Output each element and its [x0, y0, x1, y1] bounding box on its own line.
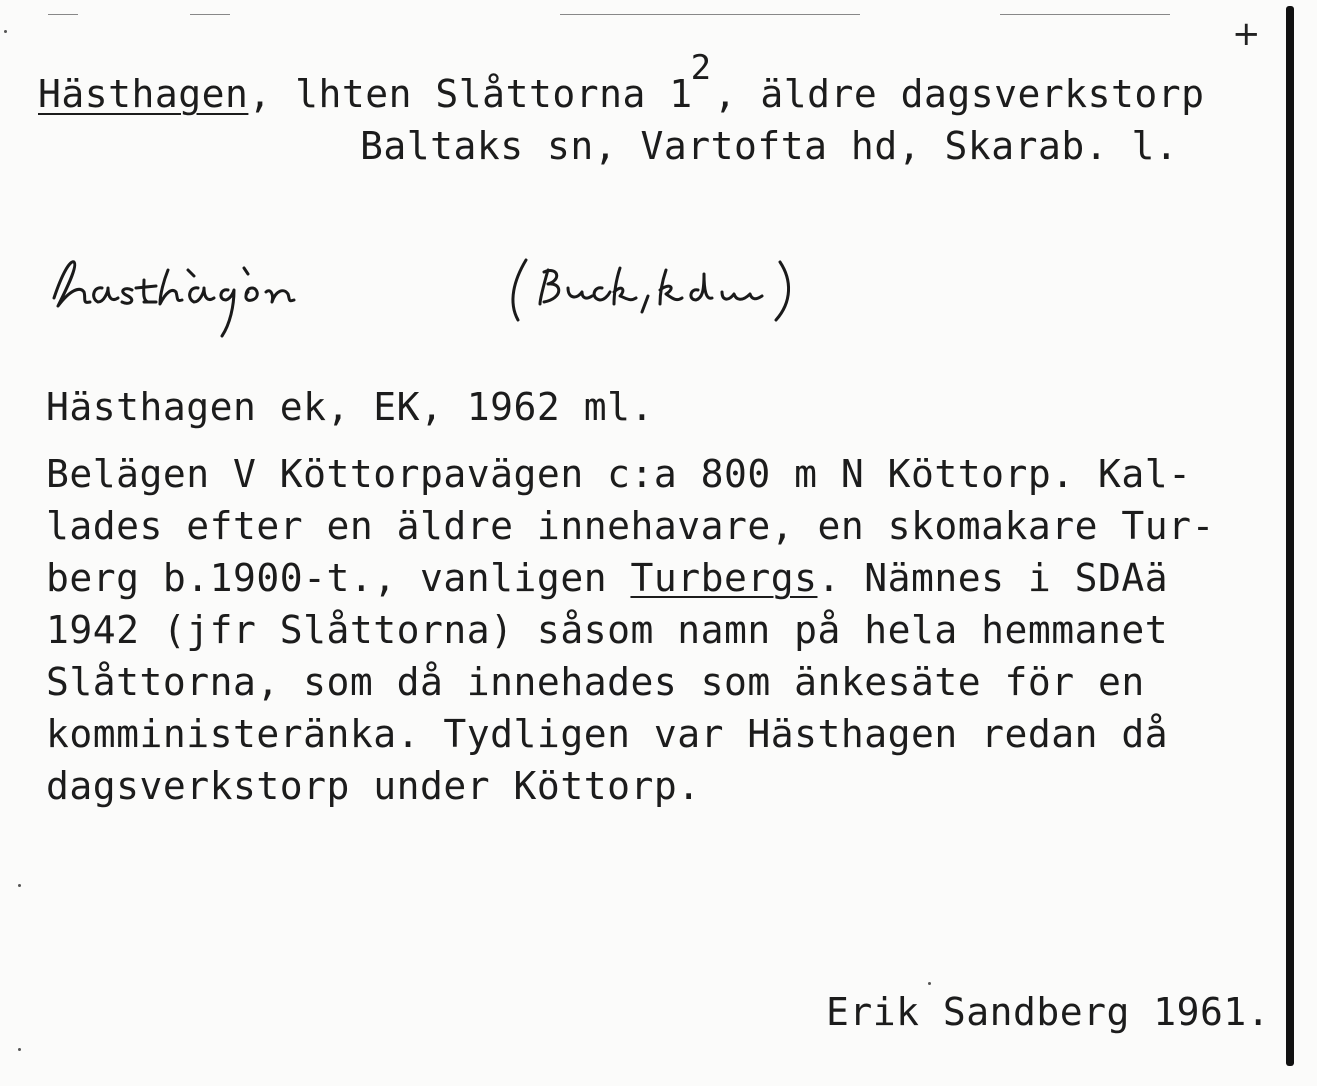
heading-line-1-rest-b: , äldre dagsverkstorp: [713, 72, 1205, 116]
top-edge-dash: [48, 14, 78, 15]
body-line: dagsverkstorp under Köttorp.: [46, 764, 701, 808]
underlined-name: Turbergs: [630, 556, 818, 600]
handwritten-annotation: [48, 240, 898, 350]
body-line: lades efter en äldre innehavare, en skomakare Tur-: [46, 504, 1215, 548]
body-line-3-end: . Nämnes i SDAä: [817, 556, 1169, 600]
body-line: [46, 552, 1215, 604]
handwriting-svg: [48, 240, 898, 350]
scan-speck: [18, 884, 21, 887]
scan-speck: [18, 1048, 21, 1051]
scan-speck: [928, 982, 931, 985]
heading-superscript: 2: [690, 48, 712, 88]
body-line: komministeränka. Tydligen var Hästhagen redan då: [46, 712, 1169, 756]
body-text: [46, 448, 1215, 812]
body-line-3-start: berg b.1900-t., vanligen: [46, 556, 631, 600]
scan-speck: [4, 30, 7, 33]
source-line: Hästhagen ek, EK, 1962 ml.: [46, 385, 654, 429]
top-edge-dash: [190, 14, 230, 15]
top-edge-dash: [560, 14, 860, 15]
signature: Erik Sandberg 1961.: [826, 990, 1271, 1034]
body-line: Belägen V Köttorpavägen c:a 800 m N Köttorp. Kal-: [46, 452, 1192, 496]
body-line: Slåttorna, som då innehades som änkesäte för en: [46, 660, 1145, 704]
heading-line-1-rest-a: , lhten Slåttorna 1: [248, 72, 693, 116]
heading-line-1: [38, 48, 1205, 116]
place-name: Hästhagen: [38, 72, 249, 116]
top-edge-dash: [1000, 14, 1170, 15]
card-right-edge: [1286, 6, 1294, 1066]
plus-mark: +: [1232, 14, 1261, 54]
heading-line-2: Baltaks sn, Vartofta hd, Skarab. l.: [360, 124, 1179, 168]
body-line: 1942 (jfr Slåttorna) såsom namn på hela hemmanet: [46, 608, 1169, 652]
